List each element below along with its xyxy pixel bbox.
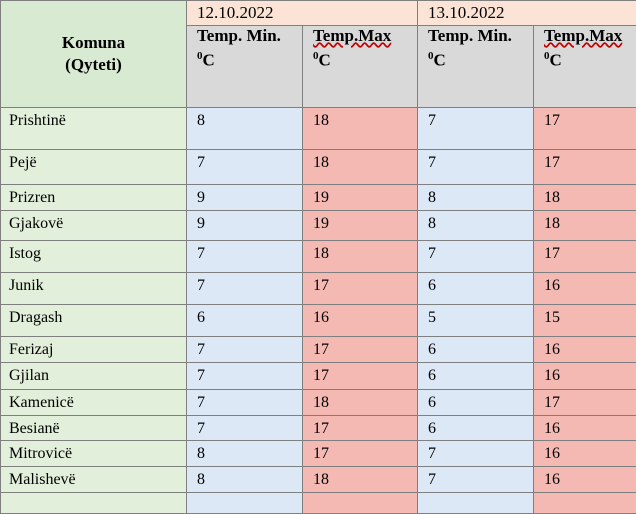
date-header-1: 12.10.2022 [187,1,418,26]
temp-max-day1: 18 [303,390,418,416]
komuna-header [1,1,187,108]
table-row [1,337,636,363]
temp-max-day1: 16 [303,305,418,337]
temp-max-day2: 18 [534,211,636,241]
temp-min-day2: 8 [418,211,534,241]
temp-min-day1: 8 [187,108,303,150]
table-row [1,493,636,514]
table-row [1,467,636,493]
date-header-row [1,1,636,26]
table-row [1,363,636,390]
temp-max-day1: 19 [303,211,418,241]
komuna-name [1,493,187,514]
temp-min-day2: 6 [418,390,534,416]
unit-sup: 0 [197,50,203,62]
date-header-2: 13.10.2022 [418,1,636,26]
min-header-1 [187,26,303,108]
komuna-name: Dragash [1,305,187,337]
temp-max-day1: 17 [303,273,418,305]
temp-max-day2: 17 [534,390,636,416]
komuna-name: Prishtinë [1,108,187,150]
temp-max-day1: 18 [303,241,418,273]
table-row [1,305,636,337]
table-row [1,108,636,150]
unit-label [544,46,636,71]
komuna-name: Istog [1,241,187,273]
min-header-2 [418,26,534,108]
temp-min-day2: 7 [418,467,534,493]
temp-max-day2: 16 [534,337,636,363]
temp-min-day2: 6 [418,416,534,441]
table-row [1,273,636,305]
temp-min-day1: 9 [187,185,303,211]
temp-min-day2: 7 [418,108,534,150]
max-header-1 [303,26,418,108]
temp-min-day1: 7 [187,416,303,441]
temp-min-day2 [418,493,534,514]
komuna-name: Mitrovicë [1,441,187,467]
temp-max-day2: 17 [534,108,636,150]
temp-min-day2: 7 [418,441,534,467]
min-label: Temp. Min. [428,26,533,46]
temp-max-day2: 16 [534,273,636,305]
temp-min-day1: 8 [187,467,303,493]
temp-max-day2: 15 [534,305,636,337]
temp-min-day2: 6 [418,273,534,305]
unit-label [197,46,302,71]
temp-max-day2: 17 [534,150,636,185]
temp-max-day1: 17 [303,416,418,441]
unit: C [203,51,215,70]
temp-min-day2: 5 [418,305,534,337]
temp-max-day2: 16 [534,416,636,441]
unit-sup: 0 [313,50,319,62]
table-row [1,185,636,211]
temp-min-day1: 8 [187,441,303,467]
komuna-name: Gjakovë [1,211,187,241]
temp-min-day1: 9 [187,211,303,241]
temp-max-day1: 17 [303,363,418,390]
temp-max-day1: 19 [303,185,418,211]
komuna-name: Besianë [1,416,187,441]
komuna-header-line1: Komuna [1,32,186,54]
temp-min-day2: 7 [418,150,534,185]
table-row [1,441,636,467]
temp-min-day2: 6 [418,363,534,390]
unit: C [550,51,562,70]
table-row [1,211,636,241]
temp-max-day2 [534,493,636,514]
temp-min-day1 [187,493,303,514]
table-row [1,150,636,185]
max-label: Temp.Max [313,26,417,46]
temp-min-day1: 7 [187,363,303,390]
komuna-name: Junik [1,273,187,305]
temp-max-day2: 18 [534,185,636,211]
max-label: Temp.Max [544,26,636,46]
table-row [1,416,636,441]
unit-label [428,46,533,71]
unit: C [434,51,446,70]
komuna-name: Gjilan [1,363,187,390]
temp-max-day2: 16 [534,467,636,493]
max-header-2 [534,26,636,108]
unit-sup: 0 [544,50,550,62]
table-row [1,390,636,416]
komuna-name: Prizren [1,185,187,211]
unit: C [319,51,331,70]
temp-min-day2: 7 [418,241,534,273]
temp-min-day2: 6 [418,337,534,363]
temp-max-day2: 16 [534,363,636,390]
temp-min-day1: 7 [187,337,303,363]
temp-min-day1: 7 [187,390,303,416]
temp-max-day1: 18 [303,467,418,493]
temp-max-day1: 18 [303,150,418,185]
temp-max-day1: 17 [303,441,418,467]
komuna-name: Kamenicë [1,390,187,416]
temp-max-day1 [303,493,418,514]
unit-sup: 0 [428,50,434,62]
temp-max-day1: 17 [303,337,418,363]
min-label: Temp. Min. [197,26,302,46]
unit-label [313,46,417,71]
komuna-name: Pejë [1,150,187,185]
temp-min-day1: 7 [187,241,303,273]
temp-min-day1: 6 [187,305,303,337]
komuna-name: Malishevë [1,467,187,493]
komuna-name: Ferizaj [1,337,187,363]
table-row [1,241,636,273]
komuna-header-line2: (Qyteti) [1,54,186,76]
temp-min-day2: 8 [418,185,534,211]
temp-min-day1: 7 [187,273,303,305]
temp-min-day1: 7 [187,150,303,185]
temp-max-day2: 16 [534,441,636,467]
temp-max-day2: 17 [534,241,636,273]
temp-max-day1: 18 [303,108,418,150]
